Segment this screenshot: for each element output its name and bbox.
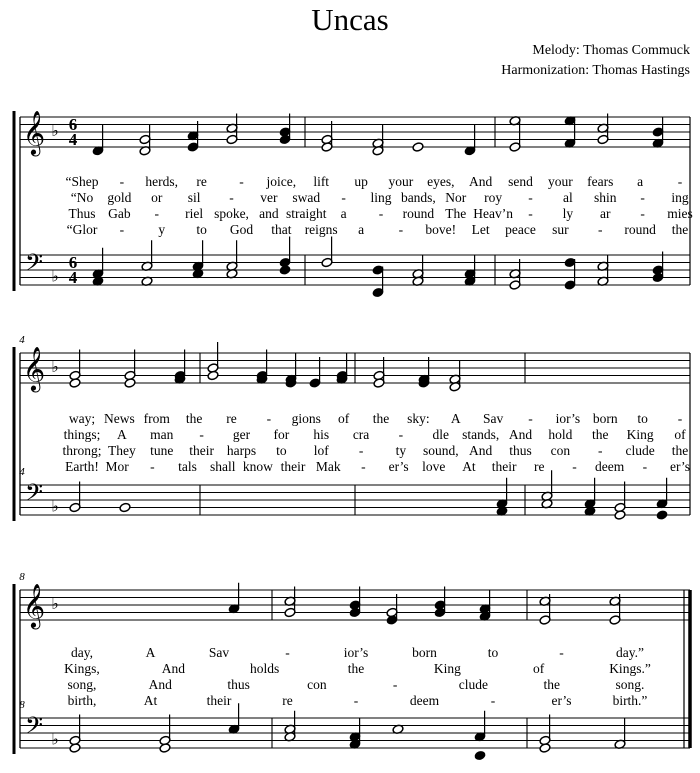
- lyric-syllable: peace: [505, 222, 536, 237]
- lyric-syllable: or: [151, 190, 163, 205]
- lyric-syllable: -: [677, 174, 683, 189]
- lyric-syllable: clude: [625, 443, 655, 458]
- key-signature-flat: ♭: [51, 123, 59, 140]
- lyric-syllable: sur: [552, 222, 569, 237]
- lyric-syllable: con: [550, 443, 571, 458]
- bass-note: [539, 743, 551, 753]
- lyric-syllable: born: [592, 411, 618, 426]
- lyric-syllable: re: [282, 693, 293, 708]
- bass-note: [656, 510, 668, 520]
- lyric-syllable: At: [143, 693, 158, 708]
- lyric-syllable: y: [158, 222, 166, 237]
- treble-note: [69, 378, 81, 388]
- bass-note: [159, 743, 171, 753]
- lyric-syllable: their: [206, 693, 232, 708]
- lyric-syllable: -: [640, 190, 645, 205]
- lyric-syllable: “No: [70, 190, 94, 205]
- lyric-syllable: stands,: [462, 427, 500, 442]
- lyric-syllable: sky:: [407, 411, 430, 426]
- lyric-syllable: round: [624, 222, 656, 237]
- lyric-syllable: a: [358, 222, 365, 237]
- key-signature-flat: ♭: [51, 359, 59, 376]
- lyric-syllable: -: [341, 190, 346, 205]
- lyric-syllable: ior’s: [555, 411, 581, 426]
- lyric-syllable: your: [548, 174, 573, 189]
- lyric-syllable: gions: [291, 411, 321, 426]
- measure-number: 4: [19, 466, 25, 478]
- lyric-syllable: the: [347, 661, 365, 676]
- lyric-syllable: tune: [150, 443, 174, 458]
- lyric-syllable: -: [640, 206, 645, 221]
- measure-number: 4: [19, 334, 25, 346]
- lyric-syllable: -: [239, 174, 244, 189]
- lyric-syllable: bands,: [400, 190, 436, 205]
- lyric-syllable: lof: [313, 443, 329, 458]
- lyric-syllable: -: [598, 443, 603, 458]
- treble-clef: 𝄞: [22, 348, 46, 391]
- lyric-syllable: of: [338, 411, 350, 426]
- time-signature-bottom: 4: [68, 267, 78, 287]
- lyric-syllable: the: [671, 443, 689, 458]
- time-signature-top: 6: [68, 252, 78, 272]
- lyric-syllable: Heav’n: [473, 206, 513, 221]
- lyric-syllable: for: [273, 427, 290, 442]
- lyric-syllable: the: [543, 677, 560, 692]
- lyric-syllable: song,: [67, 677, 97, 692]
- lyric-syllable: that: [271, 222, 292, 237]
- lyric-syllable: to: [487, 645, 499, 660]
- lyric-syllable: A: [116, 427, 127, 442]
- lyric-syllable: The: [445, 206, 467, 221]
- lyric-syllable: spoke,: [214, 206, 249, 221]
- lyric-syllable: a: [340, 206, 347, 221]
- lyric-syllable: -: [266, 411, 272, 426]
- lyric-syllable: their: [280, 459, 306, 474]
- lyric-syllable: shall: [209, 459, 236, 474]
- lyric-syllable: -: [528, 206, 533, 221]
- bass-note: [69, 743, 81, 753]
- lyric-syllable: deem: [409, 693, 440, 708]
- lyric-syllable: -: [598, 222, 603, 237]
- lyric-syllable: King: [433, 661, 461, 676]
- lyric-syllable: -: [229, 190, 234, 205]
- lyric-syllable: Mor: [105, 459, 129, 474]
- lyric-syllable: way;: [68, 411, 96, 426]
- lyric-syllable: Kings,: [64, 661, 100, 676]
- lyric-syllable: birth,: [67, 693, 97, 708]
- lyric-syllable: love: [422, 459, 446, 474]
- key-signature-flat: ♭: [51, 731, 59, 749]
- lyric-syllable: News: [104, 411, 135, 426]
- lyric-syllable: hold: [548, 427, 573, 442]
- lyric-syllable: gold: [107, 190, 132, 205]
- hymn-title: Uncas: [311, 2, 389, 37]
- lyric-syllable: They: [107, 443, 136, 458]
- lyric-syllable: -: [378, 206, 384, 221]
- lyric-syllable: At: [462, 459, 476, 474]
- lyric-syllable: straight: [286, 206, 327, 221]
- lyric-syllable: send: [508, 174, 533, 189]
- lyric-syllable: ty: [395, 443, 407, 458]
- lyric-syllable: -: [199, 427, 204, 442]
- lyric-syllable: round: [402, 206, 435, 221]
- lyric-syllable: ior’s: [343, 645, 369, 660]
- lyric-syllable: things;: [63, 427, 101, 442]
- lyric-syllable: ling: [370, 190, 392, 205]
- lyric-syllable: their: [491, 459, 517, 474]
- lyric-syllable: -: [398, 222, 404, 237]
- lyric-syllable: reigns: [304, 222, 338, 237]
- lyric-syllable: shin: [593, 190, 617, 205]
- key-signature-flat: ♭: [51, 596, 59, 613]
- lyric-syllable: And: [148, 677, 172, 692]
- lyric-syllable: And: [508, 427, 533, 442]
- lyric-syllable: ing: [671, 190, 689, 205]
- lyric-syllable: bove!: [425, 222, 457, 237]
- lyric-syllable: -: [572, 459, 577, 474]
- lyric-syllable: lift: [313, 174, 330, 189]
- measure-number: 8: [19, 699, 25, 711]
- lyric-syllable: up: [354, 174, 368, 189]
- lyric-syllable: Thus: [68, 206, 96, 221]
- lyric-syllable: mies: [667, 206, 693, 221]
- lyric-syllable: throng;: [62, 443, 102, 458]
- time-signature-top: 6: [68, 114, 78, 134]
- lyric-syllable: -: [490, 693, 496, 708]
- lyric-syllable: -: [361, 459, 366, 474]
- lyric-syllable: -: [398, 427, 404, 442]
- lyric-syllable: know: [242, 459, 273, 474]
- lyric-syllable: ly: [562, 206, 574, 221]
- lyric-syllable: his: [313, 427, 330, 442]
- lyric-syllable: er’s: [670, 459, 690, 474]
- lyric-syllable: herds,: [145, 174, 179, 189]
- lyric-syllable: fears: [587, 174, 614, 189]
- lyric-syllable: riel: [185, 206, 204, 221]
- lyric-syllable: song.: [615, 677, 645, 692]
- lyric-syllable: Gab: [108, 206, 131, 221]
- lyric-syllable: -: [154, 206, 159, 221]
- lyric-syllable: -: [677, 411, 683, 426]
- lyric-syllable: eyes,: [427, 174, 455, 189]
- bass-note: [614, 510, 626, 520]
- harmony-credit: Harmonization: Thomas Hastings: [501, 63, 690, 78]
- lyric-syllable: -: [528, 411, 533, 426]
- lyric-syllable: sound,: [422, 443, 459, 458]
- lyric-syllable: holds: [250, 661, 280, 676]
- lyric-syllable: your: [388, 174, 414, 189]
- lyric-syllable: con: [307, 677, 327, 692]
- lyric-syllable: -: [119, 222, 125, 237]
- key-signature-flat: ♭: [51, 268, 59, 286]
- lyric-syllable: their: [189, 443, 214, 458]
- lyric-syllable: day.”: [616, 645, 644, 660]
- bass-note: [279, 265, 291, 275]
- lyric-syllable: God: [229, 222, 254, 237]
- lyric-syllable: the: [671, 222, 689, 237]
- bass-clef: 𝄢: [24, 480, 44, 512]
- lyric-syllable: re: [534, 459, 545, 474]
- lyric-syllable: “Glor: [66, 222, 98, 237]
- lyric-syllable: and: [259, 206, 279, 221]
- lyric-syllable: tals: [178, 459, 197, 474]
- lyric-syllable: Sav: [208, 645, 230, 660]
- lyric-syllable: day,: [71, 645, 93, 660]
- lyric-syllable: of: [533, 661, 545, 676]
- lyric-syllable: deem: [595, 459, 625, 474]
- lyric-syllable: born: [412, 645, 437, 660]
- lyric-syllable: ger: [232, 427, 251, 442]
- lyric-syllable: er’s: [551, 693, 572, 708]
- lyric-syllable: birth.”: [612, 693, 648, 708]
- measure-number: 8: [19, 571, 25, 583]
- lyric-syllable: Kings.”: [609, 661, 651, 676]
- lyric-syllable: ver: [260, 190, 278, 205]
- lyric-syllable: -: [392, 677, 398, 692]
- lyric-syllable: A: [450, 411, 461, 426]
- lyric-syllable: Sav: [483, 411, 504, 426]
- treble-note: [207, 370, 219, 380]
- lyric-syllable: And: [161, 661, 185, 676]
- lyric-syllable: -: [559, 645, 564, 660]
- lyric-syllable: to: [276, 443, 287, 458]
- lyric-syllable: re: [196, 174, 207, 189]
- lyric-syllable: Let: [471, 222, 490, 237]
- lyric-syllable: thus: [509, 443, 532, 458]
- lyric-syllable: the: [592, 427, 609, 442]
- lyric-syllable: from: [143, 411, 170, 426]
- lyric-syllable: And: [469, 443, 493, 458]
- lyric-syllable: -: [353, 693, 359, 708]
- lyric-syllable: cra: [352, 427, 370, 442]
- lyric-syllable: the: [185, 411, 203, 426]
- treble-note: [412, 142, 424, 152]
- lyric-syllable: of: [674, 427, 686, 442]
- lyric-syllable: er’s: [388, 459, 409, 474]
- lyric-syllable: al: [563, 190, 573, 205]
- lyric-syllable: dle: [432, 427, 450, 442]
- lyric-syllable: -: [642, 459, 648, 474]
- treble-note: [124, 378, 136, 388]
- lyric-syllable: to: [196, 222, 207, 237]
- lyric-syllable: A: [145, 645, 156, 660]
- time-signature-bottom: 4: [68, 129, 78, 149]
- lyric-syllable: -: [285, 645, 290, 660]
- lyric-syllable: sil: [187, 190, 201, 205]
- lyric-syllable: re: [226, 411, 237, 426]
- lyric-syllable: King: [626, 427, 654, 442]
- melody-credit: Melody: Thomas Commuck: [532, 43, 690, 58]
- lyric-syllable: swad: [292, 190, 321, 205]
- lyric-syllable: roy: [484, 190, 503, 205]
- lyric-syllable: Nor: [445, 190, 467, 205]
- bass-note: [119, 502, 131, 512]
- bass-note: [474, 750, 486, 760]
- lyric-syllable: -: [358, 443, 364, 458]
- lyric-syllable: to: [637, 411, 648, 426]
- lyric-syllable: -: [528, 190, 533, 205]
- lyric-syllable: Mak: [315, 459, 341, 474]
- key-signature-flat: ♭: [51, 498, 59, 516]
- lyric-syllable: clude: [458, 677, 489, 692]
- lyric-syllable: harps: [226, 443, 257, 458]
- bass-clef: 𝄢: [24, 713, 44, 745]
- lyric-syllable: the: [372, 411, 390, 426]
- lyric-syllable: ar: [600, 206, 611, 221]
- lyric-syllable: And: [469, 174, 493, 189]
- bass-clef: 𝄢: [24, 250, 44, 282]
- lyric-syllable: -: [119, 174, 125, 189]
- lyric-syllable: a: [637, 174, 644, 189]
- lyric-syllable: man: [150, 427, 174, 442]
- lyric-syllable: Earth!: [65, 459, 99, 474]
- lyric-syllable: “Shep: [65, 174, 99, 189]
- lyric-syllable: joice,: [266, 174, 297, 189]
- lyric-syllable: -: [150, 459, 155, 474]
- treble-clef: 𝄞: [22, 585, 46, 628]
- treble-clef: 𝄞: [22, 112, 46, 155]
- lyric-syllable: thus: [227, 677, 250, 692]
